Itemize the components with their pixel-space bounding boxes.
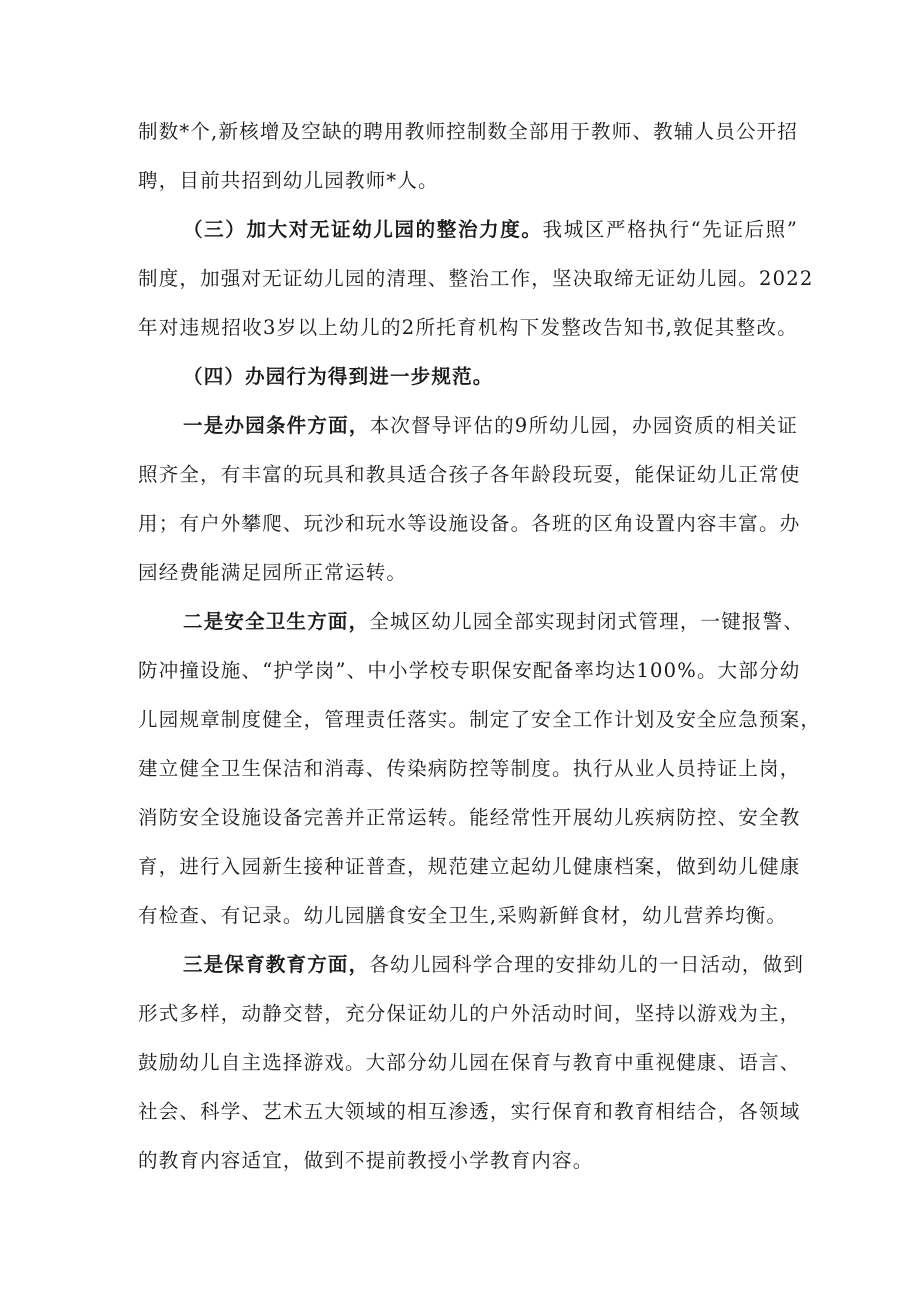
paragraph-text: 本次督导评估的9所幼儿园，办园资质的相关证 — [369, 414, 798, 437]
paragraph-text: 全城区幼儿园全部实现封闭式管理，一键报警、 — [369, 610, 805, 633]
paragraph-text: 我城区严格执行“先证后照” — [542, 218, 798, 241]
paragraph-line: 制数*个,新核增及空缺的聘用教师控制数全部用于教师、教辅人员公开招 — [138, 120, 799, 143]
paragraph-line — [183, 608, 805, 636]
paragraph-line: 形式多样，动静交替，充分保证幼儿的户外活动时间，坚持以游戏为主， — [138, 1002, 801, 1025]
paragraph-line: 防冲撞设施、“护学岗”、中小学校专职保安配备率均达100%。大部分幼 — [138, 659, 801, 682]
subsection-heading: 一是办园条件方面， — [183, 414, 370, 437]
paragraph-line: 用；有户外攀爬、玩沙和玩水等设施设备。各班的区角设置内容丰富。办 — [138, 512, 801, 535]
paragraph-line — [183, 412, 798, 440]
paragraph-line: 制度，加强对无证幼儿园的清理、整治工作，坚决取缔无证幼儿园。2022 — [138, 267, 814, 290]
subsection-heading: 三是保育教育方面， — [183, 953, 370, 976]
paragraph-line: 园经费能满足园所正常运转。 — [138, 561, 408, 584]
paragraph-line: 年对违规招收3岁以上幼儿的2所托育机构下发整改告知书,敦促其整改。 — [138, 316, 798, 339]
paragraph-line: 社会、科学、艺术五大领域的相互渗透，实行保育和教育相结合，各领域 — [138, 1100, 801, 1123]
paragraph-text: 各幼儿园科学合理的安排幼儿的一日活动，做到 — [369, 953, 805, 976]
paragraph-line: 消防安全设施设备完善并正常运转。能经常性开展幼儿疾病防控、安全教 — [138, 806, 801, 829]
paragraph-line: 儿园规章制度健全，管理责任落实。制定了安全工作计划及安全应急预案， — [138, 708, 822, 731]
section-heading: （四）办园行为得到进一步规范。 — [183, 365, 494, 388]
paragraph-line: 有检查、有记录。幼儿园膳食安全卫生,采购新鲜食材，幼儿营养均衡。 — [138, 904, 788, 927]
paragraph-line: 聘，目前共招到幼儿园教师*人。 — [138, 169, 439, 192]
paragraph-line — [183, 216, 798, 244]
paragraph-line: 鼓励幼儿自主选择游戏。大部分幼儿园在保育与教育中重视健康、语言、 — [138, 1051, 801, 1074]
paragraph-line: 照齐全，有丰富的玩具和教具适合孩子各年龄段玩耍，能保证幼儿正常使 — [138, 463, 801, 486]
subsection-heading: 二是安全卫生方面， — [183, 610, 370, 633]
section-heading: （三）加大对无证幼儿园的整治力度。 — [183, 218, 543, 241]
paragraph-line: 育，进行入园新生接种证普查，规范建立起幼儿健康档案，做到幼儿健康 — [138, 855, 801, 878]
paragraph-line: 建立健全卫生保洁和消毒、传染病防控等制度。执行从业人员持证上岗， — [138, 757, 801, 780]
paragraph-line: 的教育内容适宜，做到不提前教授小学教育内容。 — [138, 1149, 594, 1172]
paragraph-line — [183, 951, 805, 979]
